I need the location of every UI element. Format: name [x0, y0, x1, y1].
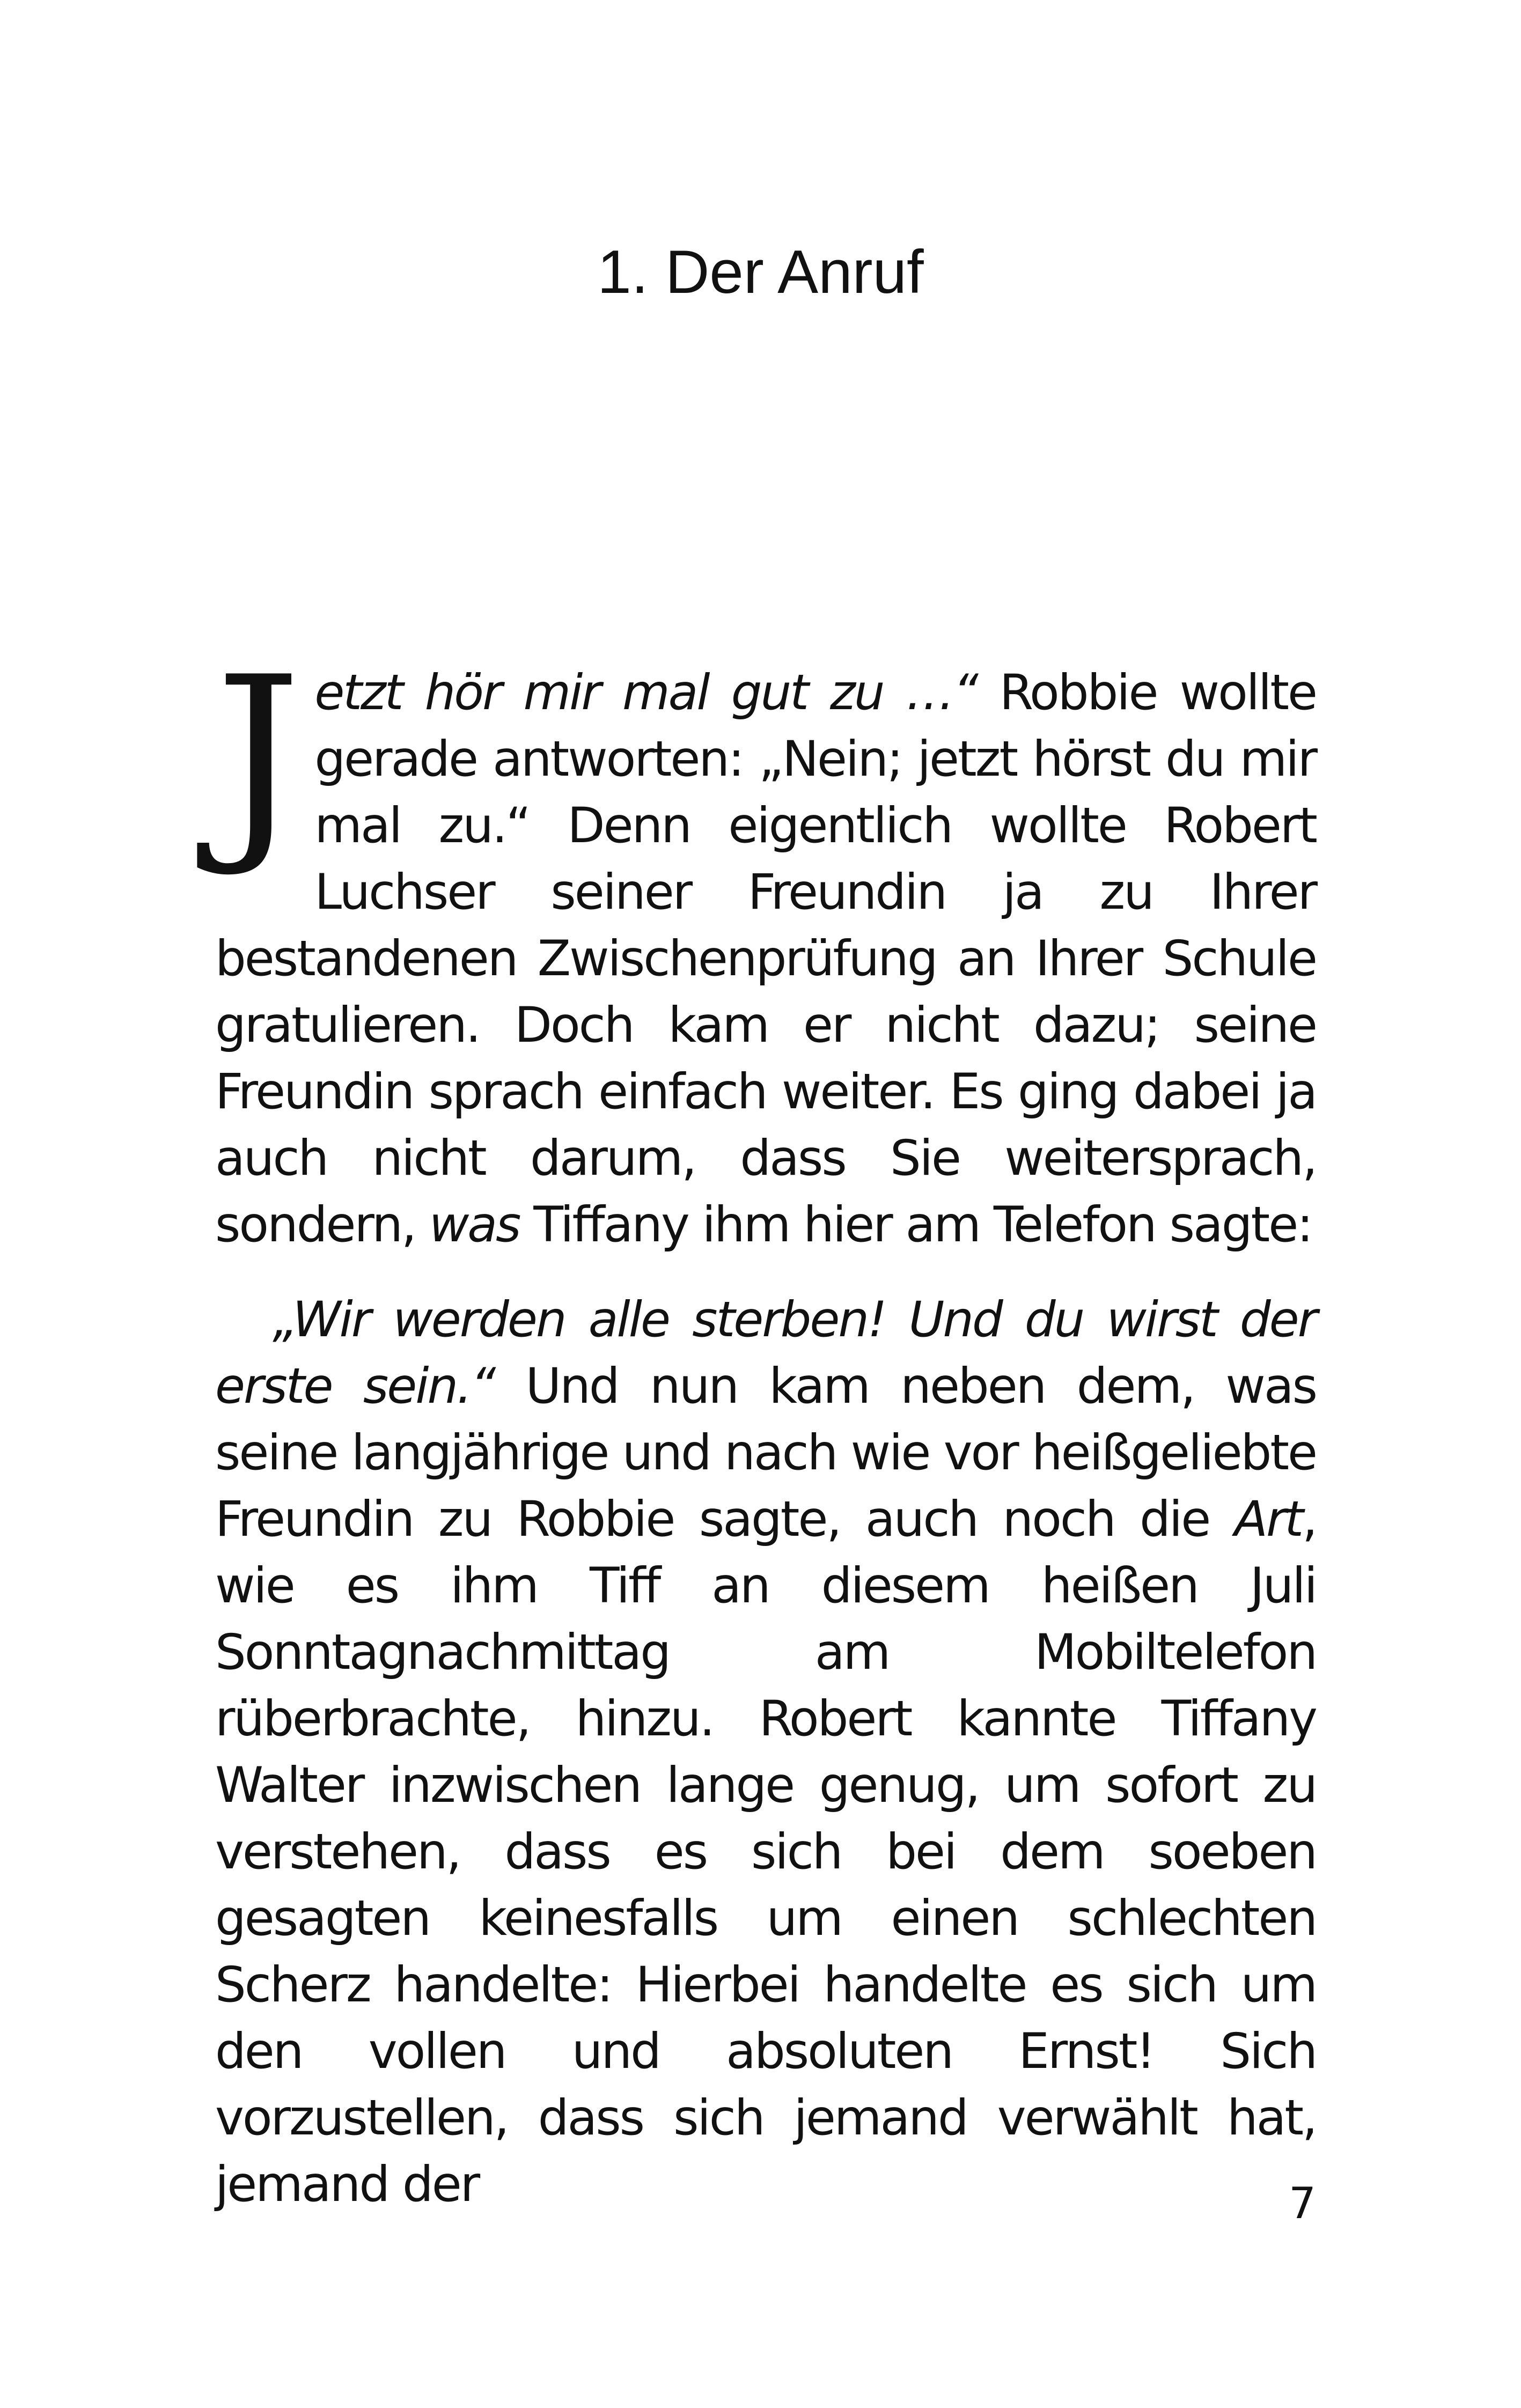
paragraph-2-body-b: , wie es ihm Tiff an diesem heißen Juli Sonntagnachmittag am Mobiltelefon rüberbrachte, hinzu. Robert kannte Tiffany Walter inzwischen lange genug, um sofort zu verstehen, dass es sich bei dem soeben gesagten keinesfalls um einen schlechten Scherz handelte: Hierbei handelte es sich um den vollen und absoluten Ernst! Sich vorzustellen, dass sich jemand verwählt hat, jemand der — [215, 1491, 1316, 2213]
phone-quote: „Wir werden alle sterben! Und du wirst der erste sein.“ — [215, 1292, 1316, 1415]
page-number: 7 — [1289, 2178, 1316, 2228]
emphasis-art: Art — [1234, 1491, 1303, 1548]
drop-cap: J — [215, 631, 300, 881]
paragraph-2 — [215, 1287, 1316, 2218]
paragraph-2-body-a: Und nun kam neben dem, was seine langjährige und nach wie vor heißgeliebte Freundin zu Robbie sagte, auch noch die — [215, 1358, 1316, 1548]
paragraph-1 — [215, 631, 1316, 1258]
paragraph-2-text — [215, 1287, 1316, 2218]
paragraph-1-body-b: Tiffany ihm hier am Telefon sagte: — [519, 1197, 1312, 1253]
chapter-title: 1. Der Anruf — [597, 238, 924, 306]
paragraph-1-text — [215, 631, 1316, 1258]
emphasis-was: was — [429, 1197, 520, 1253]
opening-quote: etzt hör mir mal gut zu …“ — [314, 665, 977, 721]
paragraph-1-body-a: Robbie wollte gerade antworten: „Nein; jetzt hörst du mir mal zu.“ Denn eigentlich wollte Robert Luchser seiner Freundin ja zu Ihrer bestandenen Zwischenprüfung an Ihrer Schule gratulieren. Doch kam er nicht dazu; seine Freundin sprach einfach weiter. Es ging dabei ja auch nicht darum, dass Sie weitersprach, sondern, — [215, 665, 1316, 1253]
